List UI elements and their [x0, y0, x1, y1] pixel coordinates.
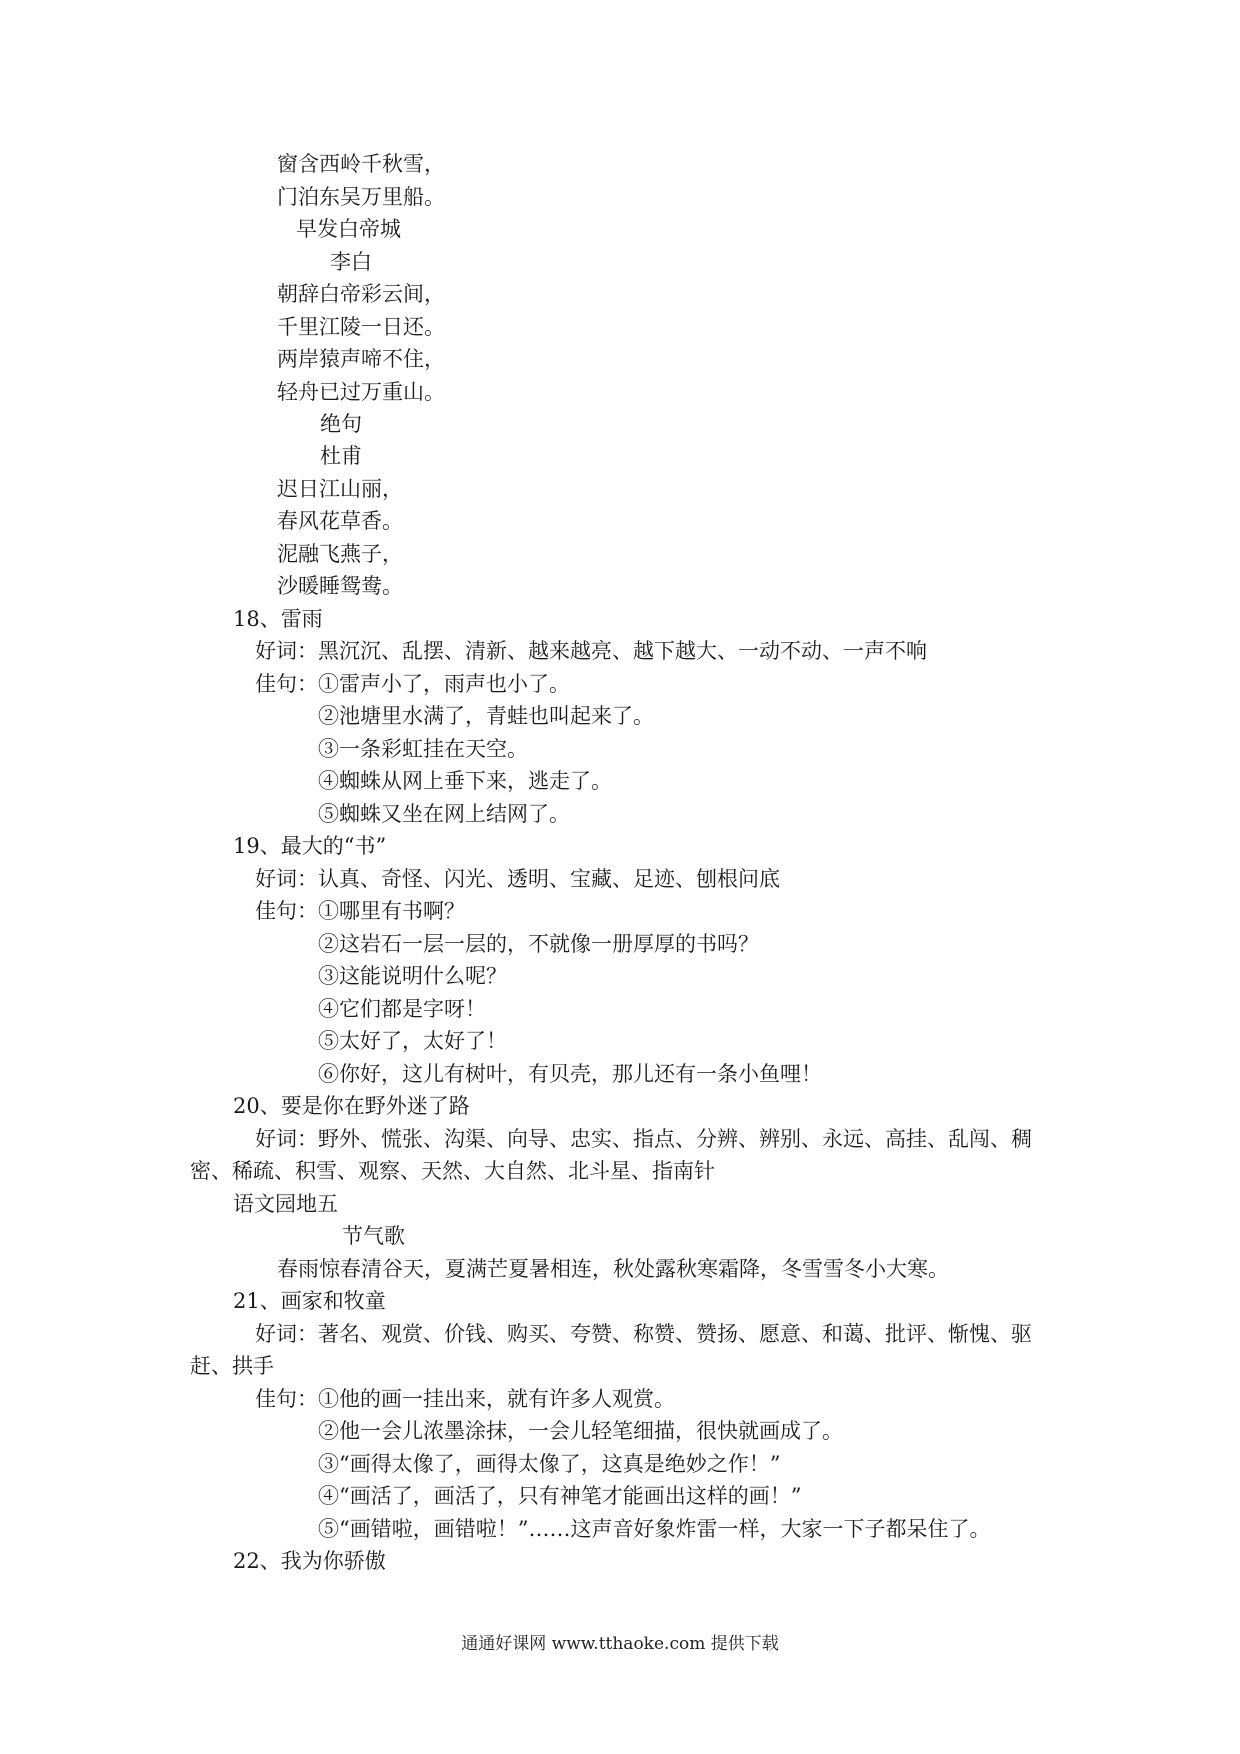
lesson-heading: 21、画家和牧童: [233, 1289, 386, 1313]
page-footer: 通通好课网 www.tthaoke.com 提供下载: [461, 1634, 779, 1654]
poem-line: 窗含西岭千秋雪，: [277, 152, 445, 176]
sentence-item: ⑥你好，这儿有树叶，有贝壳，那儿还有一条小鱼哩！: [318, 1062, 822, 1086]
song-text: 春雨惊春清谷天，夏满芒夏暑相连，秋处露秋寒霜降，冬雪雪冬小大寒。: [277, 1257, 949, 1281]
sentence-item: ④它们都是字呀！: [318, 997, 486, 1021]
poem-title: 绝句: [320, 412, 362, 436]
sentence-item: ③一条彩虹挂在天空。: [318, 737, 528, 761]
sentence-label: 佳句：: [255, 1387, 318, 1411]
song-title: 节气歌: [342, 1224, 405, 1248]
sentence-item: ②池塘里水满了，青蛙也叫起来了。: [318, 704, 654, 728]
poem-line: 两岸猿声啼不住，: [277, 347, 445, 371]
poem-line: 泥融飞燕子，: [277, 542, 403, 566]
lesson-heading: 20、要是你在野外迷了路: [233, 1094, 470, 1118]
lesson-heading: 18、雷雨: [233, 607, 323, 631]
poem-author: 杜甫: [320, 444, 362, 468]
sentence-item: ⑤“画错啦，画错啦！”……这声音好象炸雷一样，大家一下子都呆住了。: [318, 1517, 991, 1541]
good-words-continued: 密、稀疏、积雪、观察、天然、大自然、北斗星、指南针: [190, 1159, 715, 1183]
good-words: 好词：认真、奇怪、闪光、透明、宝藏、足迹、刨根问底: [255, 867, 780, 891]
sentence-item: ③这能说明什么呢？: [318, 964, 507, 988]
poem-line: 轻舟已过万重山。: [277, 380, 445, 404]
sentence-item: ②他一会儿浓墨涂抹，一会儿轻笔细描，很快就画成了。: [318, 1419, 843, 1443]
poem-line: 春风花草香。: [277, 509, 403, 533]
sentence-item: ①他的画一挂出来，就有许多人观赏。: [318, 1387, 675, 1411]
sentence-item: ⑤太好了，太好了！: [318, 1029, 507, 1053]
good-words: 好词：著名、观赏、价钱、购买、夸赞、称赞、赞扬、愿意、和蔼、批评、惭愧、驱: [255, 1322, 1032, 1346]
poem-author: 李白: [330, 250, 372, 274]
sentence-item: ①哪里有书啊？: [318, 899, 465, 923]
poem-title: 早发白帝城: [296, 217, 401, 241]
poem-line: 朝辞白帝彩云间，: [277, 282, 445, 306]
poem-line: 迟日江山丽，: [277, 477, 403, 501]
sentence-label: 佳句：: [255, 672, 318, 696]
poem-line: 千里江陵一日还。: [277, 315, 445, 339]
good-words: 好词：野外、慌张、沟渠、向导、忠实、指点、分辨、辨别、永远、高挂、乱闯、稠: [255, 1127, 1032, 1151]
poem-line: 沙暖睡鸳鸯。: [277, 574, 403, 598]
sentence-label: 佳句：: [255, 899, 318, 923]
lesson-heading: 22、我为你骄傲: [233, 1549, 386, 1573]
sentence-item: ②这岩石一层一层的，不就像一册厚厚的书吗？: [318, 932, 759, 956]
poem-line: 门泊东吴万里船。: [277, 185, 445, 209]
sentence-item: ④蜘蛛从网上垂下来，逃走了。: [318, 769, 612, 793]
sentence-item: ④“画活了，画活了，只有神笔才能画出这样的画！”: [318, 1484, 802, 1508]
sentence-item: ③“画得太像了，画得太像了，这真是绝妙之作！”: [318, 1452, 781, 1476]
sentence-item: ⑤蜘蛛又坐在网上结网了。: [318, 802, 570, 826]
lesson-heading: 19、最大的“书”: [233, 834, 387, 858]
section-heading: 语文园地五: [233, 1192, 338, 1216]
good-words-continued: 赶、拱手: [190, 1354, 274, 1378]
sentence-item: ①雷声小了，雨声也小了。: [318, 672, 570, 696]
good-words: 好词：黑沉沉、乱摆、清新、越来越亮、越下越大、一动不动、一声不响: [255, 639, 927, 663]
